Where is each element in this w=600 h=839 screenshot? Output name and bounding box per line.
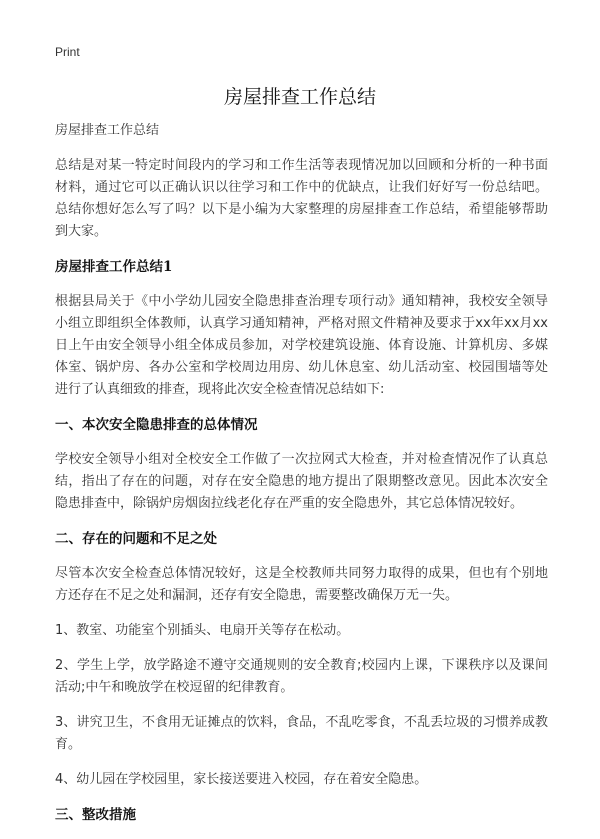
page-title: 房屋排查工作总结 xyxy=(223,86,376,108)
issue-item: 2、学生上学，放学路途不遵守交通规则的安全教育;校园内上课，下课秩序以及课间活动;中午和晚放学在校逗留的纪律教育。 xyxy=(55,658,548,695)
intro-paragraph: 总结是对某一特定时间段内的学习和工作生活等表现情况加以回顾和分析的一种书面材料，通过它可以正确认识以往学习和工作中的优缺点，让我们好好写一份总结吧。总结你想好怎么写了吗？以下是小编为大家整理的房屋排查工作总结，希望能够帮助到大家。 xyxy=(55,158,548,239)
subheading-overview: 一、本次安全隐患排查的总体情况 xyxy=(55,417,258,433)
subheading-measures: 三、整改措施 xyxy=(55,807,136,823)
overview-paragraph: 学校安全领导小组对全校安全工作做了一次拉网式大检查，并对检查情况作了认真总结，指出了存在的问题，对存在安全隐患的地方提出了限期整改意见。因此本次安全隐患排查中，除锅炉房烟囱拉线老化存在严重的安全隐患外，其它总体情况较好。 xyxy=(55,452,548,511)
document-body xyxy=(55,120,548,839)
issue-item: 1、教室、功能室个别插头、电扇开关等存在松动。 xyxy=(55,623,350,638)
subheading-problems: 二、存在的问题和不足之处 xyxy=(55,531,217,547)
print-link[interactable]: Print xyxy=(55,45,80,59)
section-heading-1: 房屋排查工作总结1 xyxy=(55,259,173,275)
problems-paragraph: 尽管本次安全检查总体情况较好，这是全校教师共同努力取得的成果，但也有个别地方还存在不足之处和漏洞，还存有安全隐患，需要整改确保万无一失。 xyxy=(55,566,548,603)
document-subtitle: 房屋排查工作总结 xyxy=(55,123,160,138)
section-paragraph-1: 根据县局关于《中小学幼儿园安全隐患排查治理专项行动》通知精神，我校安全领导小组立即组织全体教师，认真学习通知精神，严格对照文件精神及要求于xx年xx月xx日上午由安全领导小组全体成员参加，对学校建筑设施、体育设施、计算机房、多媒体室、锅炉房、各办公室和学校周边用房、幼儿休息室、幼儿活动室、校园围墙等处进行了认真细致的排查，现将此次安全检查情况总结如下: xyxy=(55,294,548,397)
issue-item: 3、讲究卫生，不食用无证摊点的饮料，食品，不乱吃零食，不乱丢垃圾的习惯养成教育。 xyxy=(55,715,548,752)
issue-item: 4、幼儿园在学校园里，家长接送要进入校园，存在着安全隐患。 xyxy=(55,772,428,787)
